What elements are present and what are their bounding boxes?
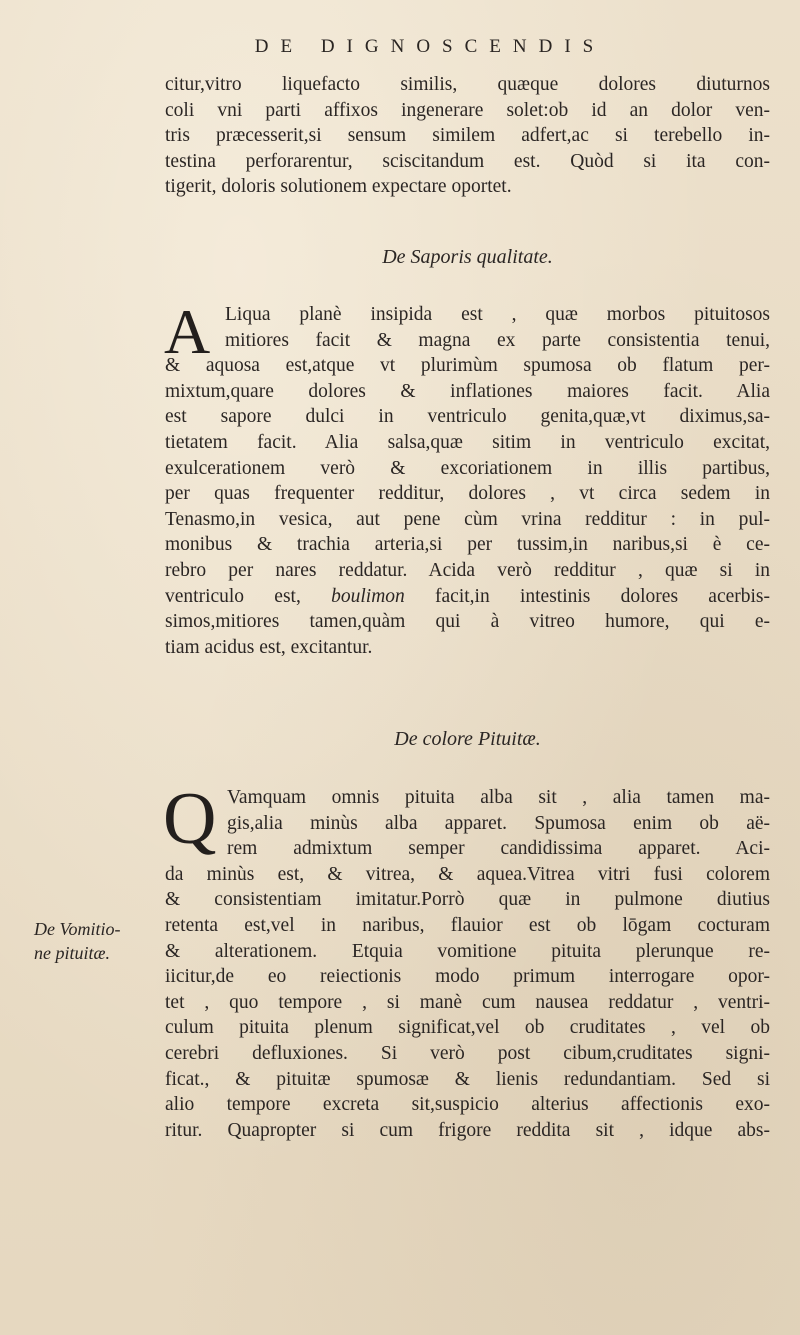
text-line: per quas frequenter redditur, dolores , vt circa sedem in — [165, 483, 770, 505]
section-heading-sapor: De Saporis qualitate. — [382, 246, 553, 268]
marginal-note — [34, 917, 158, 965]
text-line: est sapore dulci in ventriculo genita,quæ,vt diximus,sa- — [165, 406, 770, 428]
text-line: mixtum,quare dolores & inflationes maiores facit. Alia — [165, 380, 770, 402]
paragraph-color — [165, 785, 770, 1143]
text-line: monibus & trachia arteria,si per tussim,in naribus,si è ce- — [165, 534, 770, 556]
text-line: culum pituita plenum significat,vel ob cruditates , vel ob — [165, 1017, 770, 1039]
text-line: tris præcesserit,si sensum similem adfert,ac si terebello in- — [165, 125, 770, 147]
text-line: tigerit, doloris solutionem expectare oportet. — [165, 176, 512, 198]
text-line: rebro per nares reddatur. Acida verò redditur , quæ si in — [165, 559, 770, 581]
text-line: & aquosa est,atque vt plurimùm spumosa ob flatum per- — [165, 355, 770, 377]
section-heading-color: De colore Pituitæ. — [394, 728, 541, 750]
text-segment: facit,in intestinis dolores acerbis- — [404, 585, 771, 607]
text-line: ficat., & pituitæ spumosæ & lienis redundantiam. Sed si — [165, 1068, 770, 1090]
text-line: iicitur,de eo reiectionis modo primum interrogare opor- — [165, 966, 770, 988]
text-line: alio tempore excreta sit,suspicio alterius affectionis exo- — [165, 1094, 770, 1116]
text-line: coli vni parti affixos ingenerare solet:ob id an dolor ven- — [165, 99, 770, 121]
drop-cap-q: Q — [163, 778, 217, 860]
text-line: & consistentiam imitatur.Porrò quæ in pulmone diutius — [165, 889, 770, 911]
text-line: exulcerationem verò & excoriationem in illis partibus, — [165, 457, 770, 479]
text-line: Vamquam omnis pituita alba sit , alia tamen ma- — [227, 787, 770, 808]
text-line-with-italic — [165, 584, 770, 610]
text-line: Liqua planè insipida est , quæ morbos pituitosos — [225, 304, 770, 325]
italic-term: boulimon — [331, 585, 405, 607]
text-line: Tenasmo,in vesica, aut pene cùm vrina redditur : in pul- — [165, 508, 770, 530]
text-line: mitiores facit & magna ex parte consistentia tenui, — [225, 329, 770, 351]
text-line: & alterationem. Etquia vomitione pituita plerunque re- — [165, 940, 770, 962]
text-line: gis,alia minùs alba apparet. Spumosa enim ob aë- — [227, 812, 770, 834]
text-line: citur,vitro liquefacto similis, quæque dolores diuturnos — [165, 74, 770, 95]
text-segment: ventriculo est, — [165, 585, 332, 607]
marginal-note-line: ne pituitæ. — [34, 943, 110, 963]
text-line: simos,mitiores tamen,quàm qui à vitreo humore, qui e- — [165, 611, 770, 633]
text-line: tet , quo tempore , si manè cum nausea reddatur , ventri- — [165, 991, 770, 1013]
text-line: rem admixtum semper candidissima apparet. Aci- — [227, 838, 770, 860]
paragraph-sapor — [164, 296, 771, 660]
text-line: da minùs est, & vitrea, & aquea.Vitrea vitri fusi colorem — [165, 863, 770, 885]
text-line: tiam acidus est, excitantur. — [165, 636, 373, 658]
text-line: tietatem facit. Alia salsa,quæ sitim in ventriculo excitat, — [165, 431, 770, 453]
text-line: ritur. Quapropter si cum frigore reddita sit , idque abs- — [165, 1119, 770, 1141]
running-head: DE DIGNOSCENDIS — [254, 36, 606, 57]
paragraph-continuation — [165, 72, 770, 200]
text-line: cerebri defluxiones. Si verò post cibum,cruditates signi- — [165, 1042, 770, 1064]
text-line: retenta est,vel in naribus, flauior est ob lōgam cocturam — [165, 914, 770, 936]
marginal-note-line: De Vomitio- — [34, 919, 121, 939]
text-line: testina perforarentur, sciscitandum est. Quòd si ita con- — [165, 150, 770, 172]
drop-cap-a: A — [164, 296, 211, 367]
